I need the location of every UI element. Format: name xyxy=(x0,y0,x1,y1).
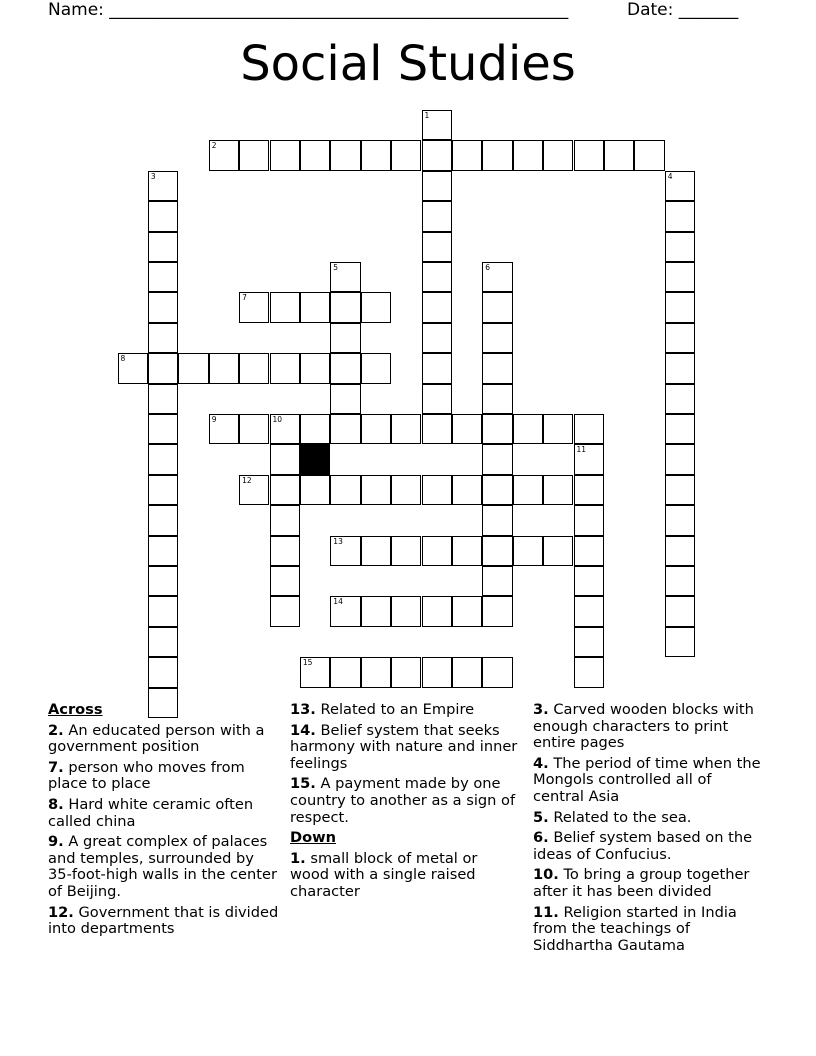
grid-cell[interactable] xyxy=(148,505,178,535)
grid-cell[interactable] xyxy=(422,292,452,322)
grid-cell[interactable] xyxy=(574,414,604,444)
clue-number-label: 11 xyxy=(576,445,587,455)
grid-cell[interactable] xyxy=(148,384,178,414)
grid-cell[interactable] xyxy=(361,536,391,566)
grid-cell[interactable] xyxy=(665,262,695,292)
grid-cell[interactable] xyxy=(482,536,512,566)
grid-cell[interactable] xyxy=(148,536,178,566)
date-field-label: Date: _______ xyxy=(627,0,739,20)
grid-cell[interactable] xyxy=(270,414,300,444)
grid-cell[interactable] xyxy=(148,566,178,596)
grid-cell[interactable] xyxy=(574,566,604,596)
clue-column-3 xyxy=(533,702,763,958)
grid-cell[interactable] xyxy=(513,414,543,444)
clue-across-15: 15. A payment made by one country to another as a sign of respect. xyxy=(290,775,516,826)
grid-cell[interactable] xyxy=(665,627,695,657)
grid-cell[interactable] xyxy=(330,414,360,444)
grid-cell[interactable] xyxy=(513,475,543,505)
grid-cell[interactable] xyxy=(665,505,695,535)
grid-cell[interactable] xyxy=(422,475,452,505)
grid-cell[interactable] xyxy=(361,657,391,687)
clue-number-label: 4 xyxy=(667,171,673,181)
grid-cell[interactable] xyxy=(482,444,512,474)
grid-cell[interactable] xyxy=(148,444,178,474)
grid-cell[interactable] xyxy=(422,596,452,626)
clue-number-label: 6 xyxy=(485,263,491,272)
grid-cell[interactable] xyxy=(270,505,300,535)
grid-cell[interactable] xyxy=(422,201,452,231)
grid-cell[interactable] xyxy=(543,140,573,170)
grid-cell[interactable] xyxy=(239,292,269,322)
grid-cell[interactable] xyxy=(452,657,482,687)
grid-cell[interactable] xyxy=(330,140,360,170)
grid-cell[interactable] xyxy=(361,596,391,626)
grid-cell[interactable] xyxy=(391,475,421,505)
grid-cell[interactable] xyxy=(513,536,543,566)
grid-cell[interactable] xyxy=(422,384,452,414)
grid-cell[interactable] xyxy=(239,414,269,444)
grid-cell[interactable] xyxy=(665,201,695,231)
grid-cell[interactable] xyxy=(422,171,452,201)
grid-cell[interactable] xyxy=(543,536,573,566)
grid-cell[interactable] xyxy=(513,140,543,170)
grid-cell[interactable] xyxy=(148,232,178,262)
clue-across-8: 8. Hard white ceramic often called china xyxy=(48,795,254,830)
grid-cell[interactable] xyxy=(422,323,452,353)
grid-cell[interactable] xyxy=(300,292,330,322)
grid-cell[interactable] xyxy=(239,353,269,383)
clue-down-10: 10. To bring a group together after it has been divided xyxy=(533,866,750,900)
grid-cell[interactable] xyxy=(330,596,360,626)
grid-cell[interactable] xyxy=(361,475,391,505)
grid-cell[interactable] xyxy=(330,475,360,505)
name-field-label: Name: ______________________________________________________ xyxy=(48,0,569,20)
grid-cell[interactable] xyxy=(148,657,178,687)
grid-cell[interactable] xyxy=(270,475,300,505)
grid-cell[interactable] xyxy=(543,475,573,505)
grid-cell[interactable] xyxy=(482,414,512,444)
grid-cell[interactable] xyxy=(665,444,695,474)
grid-cell[interactable] xyxy=(665,171,695,201)
clue-down-1: 1. small block of metal or wood with a single raised character xyxy=(290,849,478,900)
grid-cell[interactable] xyxy=(452,536,482,566)
grid-cell[interactable] xyxy=(391,414,421,444)
grid-cell[interactable] xyxy=(330,536,360,566)
clue-across-9: 9. A great complex of palaces and temples, surrounded by 35-foot-high walls in the center of Beijing. xyxy=(48,833,277,900)
grid-cell[interactable] xyxy=(543,414,573,444)
grid-cell[interactable] xyxy=(270,566,300,596)
grid-cell[interactable] xyxy=(270,292,300,322)
grid-cell[interactable] xyxy=(361,353,391,383)
grid-cell[interactable] xyxy=(148,627,178,657)
grid-cell[interactable] xyxy=(330,323,360,353)
grid-cell[interactable] xyxy=(574,475,604,505)
clue-across-12: 12. Government that is divided into departments xyxy=(48,903,279,938)
clue-down-4: 4. The period of time when the Mongols controlled all of central Asia xyxy=(533,754,761,805)
grid-cell[interactable] xyxy=(604,140,634,170)
grid-cell[interactable] xyxy=(330,384,360,414)
grid-cell[interactable] xyxy=(330,353,360,383)
grid-cell[interactable] xyxy=(148,323,178,353)
clue-down-5: 5. Related to the sea. xyxy=(533,808,692,826)
grid-cell[interactable] xyxy=(665,292,695,322)
grid-cell[interactable] xyxy=(665,323,695,353)
grid-cell[interactable] xyxy=(574,505,604,535)
grid-cell[interactable] xyxy=(665,414,695,444)
grid-cell[interactable] xyxy=(239,475,269,505)
grid-cell[interactable] xyxy=(665,475,695,505)
grid-cell[interactable] xyxy=(422,262,452,292)
grid-cell[interactable] xyxy=(148,475,178,505)
clue-across-2: 2. An educated person with a government position xyxy=(48,721,265,756)
grid-cell[interactable] xyxy=(361,140,391,170)
clue-number-label: 15 xyxy=(302,658,313,668)
grid-cell[interactable] xyxy=(574,596,604,626)
clue-number-label: 7 xyxy=(242,293,247,303)
grid-cell[interactable] xyxy=(482,505,512,535)
grid-cell[interactable] xyxy=(209,140,239,170)
clue-column-1 xyxy=(48,702,280,942)
grid-cell[interactable] xyxy=(330,657,360,687)
grid-cell[interactable] xyxy=(665,384,695,414)
grid-cell[interactable] xyxy=(665,232,695,262)
grid-cell[interactable] xyxy=(574,536,604,566)
grid-cell[interactable] xyxy=(482,262,512,292)
clue-number-label: 13 xyxy=(333,536,343,546)
clue-number-label: 9 xyxy=(211,415,217,424)
grid-cell[interactable] xyxy=(391,536,421,566)
grid-cell[interactable] xyxy=(209,414,239,444)
grid-cell[interactable] xyxy=(422,353,452,383)
grid-cell[interactable] xyxy=(452,475,482,505)
grid-cell[interactable] xyxy=(178,353,208,383)
grid-cell[interactable] xyxy=(148,414,178,444)
grid-cell[interactable] xyxy=(209,353,239,383)
grid-cell[interactable] xyxy=(270,536,300,566)
grid-cell[interactable] xyxy=(452,596,482,626)
grid-cell[interactable] xyxy=(574,657,604,687)
grid-cell[interactable] xyxy=(391,596,421,626)
grid-cell[interactable] xyxy=(270,140,300,170)
grid-cell[interactable] xyxy=(300,475,330,505)
grid-cell[interactable] xyxy=(482,566,512,596)
grid-cell[interactable] xyxy=(330,262,360,292)
clue-across-7: 7. person who moves from place to place xyxy=(48,758,245,793)
page-title: Social Studies xyxy=(240,36,576,92)
grid-cell[interactable] xyxy=(634,140,664,170)
grid-cell[interactable] xyxy=(118,353,148,383)
grid-cell[interactable] xyxy=(270,444,300,474)
clue-number-label: 3 xyxy=(150,171,156,181)
grid-cell[interactable] xyxy=(270,596,300,626)
clue-number-label: 8 xyxy=(120,354,126,364)
grid-cell[interactable] xyxy=(452,414,482,444)
grid-cell-black xyxy=(300,444,330,474)
grid-cell[interactable] xyxy=(270,353,300,383)
grid-cell[interactable] xyxy=(482,475,512,505)
grid-cell[interactable] xyxy=(391,140,421,170)
grid-cell[interactable] xyxy=(330,292,360,322)
grid-cell[interactable] xyxy=(422,536,452,566)
grid-cell[interactable] xyxy=(482,596,512,626)
grid-cell[interactable] xyxy=(422,232,452,262)
grid-cell[interactable] xyxy=(422,657,452,687)
grid-cell[interactable] xyxy=(574,444,604,474)
clue-column-2 xyxy=(290,702,518,905)
grid-cell[interactable] xyxy=(482,384,512,414)
grid-cell[interactable] xyxy=(300,414,330,444)
clue-number-label: 10 xyxy=(272,415,283,424)
grid-cell[interactable] xyxy=(665,566,695,596)
grid-cell[interactable] xyxy=(482,140,512,170)
grid-cell[interactable] xyxy=(665,596,695,626)
clue-number-label: 12 xyxy=(242,475,252,485)
grid-cell[interactable] xyxy=(574,140,604,170)
grid-cell[interactable] xyxy=(452,140,482,170)
grid-cell[interactable] xyxy=(300,140,330,170)
grid-cell[interactable] xyxy=(239,140,269,170)
grid-cell[interactable] xyxy=(148,292,178,322)
grid-cell[interactable] xyxy=(148,262,178,292)
grid-cell[interactable] xyxy=(574,627,604,657)
grid-cell[interactable] xyxy=(148,171,178,201)
grid-cell[interactable] xyxy=(482,657,512,687)
clue-down-3: 3. Carved wooden blocks with enough characters to print entire pages xyxy=(533,701,754,752)
grid-cell[interactable] xyxy=(482,292,512,322)
grid-cell[interactable] xyxy=(148,596,178,626)
grid-cell[interactable] xyxy=(422,110,452,140)
grid-cell[interactable] xyxy=(422,140,452,170)
down-heading: Down xyxy=(290,829,337,847)
grid-cell[interactable] xyxy=(148,201,178,231)
grid-cell[interactable] xyxy=(665,353,695,383)
across-heading: Across xyxy=(48,701,103,718)
grid-cell[interactable] xyxy=(482,353,512,383)
grid-cell[interactable] xyxy=(665,536,695,566)
clue-number-label: 5 xyxy=(333,263,339,272)
clue-across-13: 13. Related to an Empire xyxy=(290,701,475,718)
grid-cell[interactable] xyxy=(391,657,421,687)
clue-number-label: 14 xyxy=(333,597,343,607)
clue-number-label: 1 xyxy=(424,111,430,120)
clue-number-label: 2 xyxy=(211,141,217,151)
grid-cell[interactable] xyxy=(148,353,178,383)
grid-cell[interactable] xyxy=(300,353,330,383)
clue-across-14: 14. Belief system that seeks harmony with nature and inner feelings xyxy=(290,721,518,772)
grid-cell[interactable] xyxy=(422,414,452,444)
grid-cell[interactable] xyxy=(361,292,391,322)
grid-cell[interactable] xyxy=(300,657,330,687)
clue-down-6: 6. Belief system based on the ideas of Confucius. xyxy=(533,829,753,863)
grid-cell[interactable] xyxy=(482,323,512,353)
clue-down-11: 11. Religion started in India from the teachings of Siddhartha Gautama xyxy=(533,903,737,954)
grid-cell[interactable] xyxy=(361,414,391,444)
